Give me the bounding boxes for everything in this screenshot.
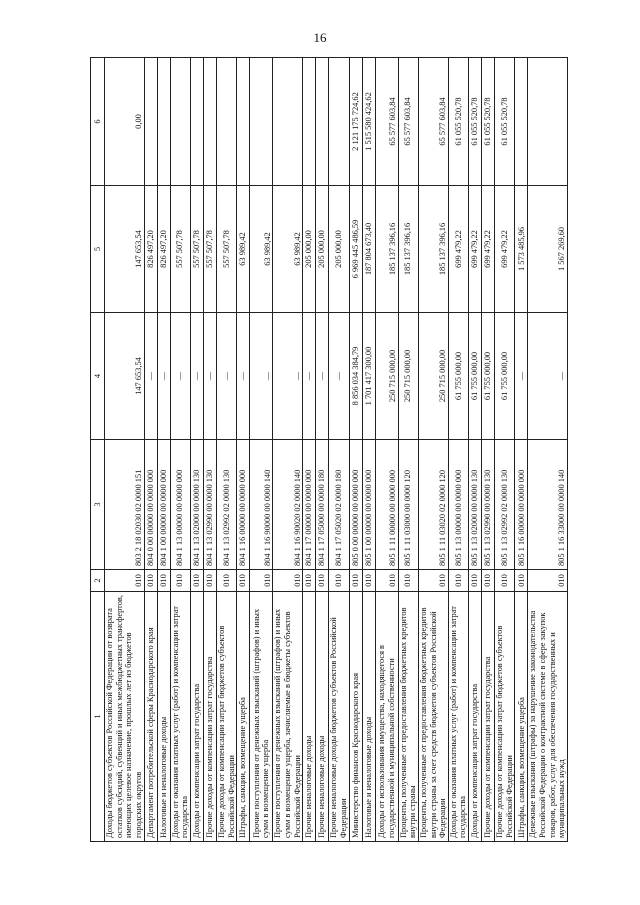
row-column6-cell: 2 121 175 724,62 — [349, 58, 362, 186]
row-column5-cell: 826 497,20 — [157, 186, 170, 313]
row-column6-cell — [250, 58, 273, 186]
row-column5-cell: 63 989,42 — [250, 186, 273, 313]
row-column6-cell — [190, 58, 203, 186]
row-name-cell: Прочие поступления от денежных взысканий (штрафов) и иных сумм в возмещение ущерба — [250, 592, 273, 842]
row-column4-cell: — — [216, 313, 236, 440]
row-column5-cell: 699 479,22 — [482, 186, 495, 313]
row-name-cell: Денежные взыскания (штрафы) за нарушение законодательства Российской Федерации о контрактной системе в сфере закупок товаров, работ, услуг для обеспечения государственных и муниципальных нужд — [528, 592, 568, 842]
row-code-cell: 010 — [418, 570, 448, 592]
row-code-cell: 010 — [237, 570, 250, 592]
row-name-cell: Прочие доходы от компенсации затрат государства — [203, 592, 216, 842]
row-column4-cell: 147 653,54 — [105, 313, 145, 440]
row-column6-cell: 65 577 603,84 — [418, 58, 448, 186]
row-code-cell: 010 — [273, 570, 303, 592]
row-code-cell: 010 — [375, 570, 398, 592]
row-code-cell: 010 — [515, 570, 528, 592]
row-kbk-cell: 804 1 17 00000 00 0000 000 — [303, 440, 316, 570]
table-row — [144, 58, 157, 842]
row-name-cell: Доходы от компенсации затрат государства — [469, 592, 482, 842]
row-column4-cell: 250 715 000,00 — [418, 313, 448, 440]
row-kbk-cell: 804 1 00 00000 00 0000 000 — [157, 440, 170, 570]
row-code-cell: 010 — [144, 570, 157, 592]
row-column5-cell: 1 573 485,96 — [515, 186, 528, 313]
row-column6-cell: 65 577 603,84 — [375, 58, 398, 186]
row-column4-cell: — — [273, 313, 303, 440]
row-name-cell: Проценты, полученные от предоставления бюджетных кредитов внутри страны — [398, 592, 418, 842]
row-name-cell: Доходы от оказания платных услуг (работ) и компенсации затрат государства — [448, 592, 468, 842]
row-column6-cell — [216, 58, 236, 186]
row-column6-cell: 65 577 603,84 — [398, 58, 418, 186]
row-column4-cell: — — [515, 313, 528, 440]
row-column6-cell: 61 055 520,78 — [482, 58, 495, 186]
table-row — [528, 58, 568, 842]
table-row — [375, 58, 398, 842]
table-row — [190, 58, 203, 842]
row-column6-cell: 61 055 520,78 — [495, 58, 515, 186]
row-kbk-cell: 803 2 18 02030 02 0000 151 — [105, 440, 145, 570]
row-code-cell: 010 — [495, 570, 515, 592]
row-name-cell: Прочие неналоговые доходы — [316, 592, 329, 842]
row-column4-cell: — — [528, 313, 568, 440]
row-code-cell: 010 — [157, 570, 170, 592]
row-column5-cell: 1 567 269,60 — [528, 186, 568, 313]
row-kbk-cell: 804 1 17 05000 00 0000 180 — [316, 440, 329, 570]
row-name-cell: Доходы от оказания платных услуг (работ) и компенсации затрат государства — [170, 592, 190, 842]
row-kbk-cell: 805 1 00 00000 00 0000 000 — [362, 440, 375, 570]
table-row — [329, 58, 349, 842]
row-column5-cell: 63 989,42 — [237, 186, 250, 313]
table-row — [170, 58, 190, 842]
row-kbk-cell: 805 1 16 33000 00 0000 140 — [528, 440, 568, 570]
row-column5-cell: 557 507,78 — [216, 186, 236, 313]
row-column6-cell — [203, 58, 216, 186]
row-kbk-cell: 805 1 13 02000 00 0000 130 — [469, 440, 482, 570]
row-column6-cell — [170, 58, 190, 186]
row-name-cell: Налоговые и неналоговые доходы — [157, 592, 170, 842]
row-code-cell: 010 — [105, 570, 145, 592]
table-row — [203, 58, 216, 842]
table-row — [482, 58, 495, 842]
table-header-row — [91, 58, 105, 842]
row-code-cell: 010 — [203, 570, 216, 592]
row-name-cell: Доходы от использования имущества, находящегося в государственной и муниципальной собственности — [375, 592, 398, 842]
table-body — [105, 58, 568, 842]
row-column6-cell — [329, 58, 349, 186]
table-row — [398, 58, 418, 842]
column-header: 3 — [91, 440, 105, 570]
row-column5-cell: 205 000,00 — [329, 186, 349, 313]
row-column6-cell — [273, 58, 303, 186]
row-column6-cell — [157, 58, 170, 186]
table-row — [216, 58, 236, 842]
row-column4-cell: — — [157, 313, 170, 440]
row-kbk-cell: 804 1 16 90000 00 0000 140 — [250, 440, 273, 570]
row-column6-cell: 0,00 — [105, 58, 145, 186]
table-row — [273, 58, 303, 842]
row-name-cell: Штрафы, санкции, возмещение ущерба — [515, 592, 528, 842]
row-column4-cell: — — [316, 313, 329, 440]
row-kbk-cell: 805 1 13 02990 00 0000 130 — [482, 440, 495, 570]
row-column5-cell: 699 479,22 — [469, 186, 482, 313]
row-kbk-cell: 805 1 11 03020 02 0000 120 — [418, 440, 448, 570]
row-kbk-cell: 805 1 16 00000 00 0000 000 — [515, 440, 528, 570]
row-kbk-cell: 805 0 00 00000 00 0000 000 — [349, 440, 362, 570]
row-code-cell: 010 — [316, 570, 329, 592]
row-name-cell: Департамент потребительской сферы Краснодарского края — [144, 592, 157, 842]
row-code-cell: 010 — [398, 570, 418, 592]
row-column4-cell: — — [329, 313, 349, 440]
revenue-table — [90, 57, 568, 842]
table-row — [105, 58, 145, 842]
row-code-cell: 010 — [349, 570, 362, 592]
row-column5-cell: 185 137 396,16 — [398, 186, 418, 313]
row-column5-cell: 699 479,22 — [448, 186, 468, 313]
column-header: 5 — [91, 186, 105, 313]
table-row — [157, 58, 170, 842]
row-name-cell: Прочие доходы от компенсации затрат государства — [482, 592, 495, 842]
row-column4-cell: 1 701 417 300,00 — [362, 313, 375, 440]
row-column6-cell — [528, 58, 568, 186]
row-name-cell: Доходы бюджетов субъектов Российской Федерации от возврата остатков субсидий, субвенций и иных межбюджетных трансфертов, имеющих целевое назначение, прошлых лет из бюджетов городских округов — [105, 592, 145, 842]
row-column5-cell: 185 137 396,16 — [375, 186, 398, 313]
table-row — [448, 58, 468, 842]
row-name-cell: Доходы от компенсации затрат государства — [190, 592, 203, 842]
row-column5-cell: 63 989,42 — [273, 186, 303, 313]
row-code-cell: 010 — [528, 570, 568, 592]
row-code-cell: 010 — [482, 570, 495, 592]
row-code-cell: 010 — [170, 570, 190, 592]
column-header: 1 — [91, 592, 105, 842]
row-column4-cell: 61 755 000,00 — [448, 313, 468, 440]
row-kbk-cell: 804 0 00 00000 00 0000 000 — [144, 440, 157, 570]
row-name-cell: Проценты, полученные от предоставления бюджетных кредитов внутри страны за счет средств бюджетов субъектов Российской Федерации — [418, 592, 448, 842]
row-kbk-cell: 804 1 17 05020 02 0000 180 — [329, 440, 349, 570]
table-row — [362, 58, 375, 842]
row-name-cell: Налоговые и неналоговые доходы — [362, 592, 375, 842]
row-column5-cell: 699 479,22 — [495, 186, 515, 313]
row-name-cell: Прочие доходы от компенсации затрат бюджетов субъектов Российской Федерации — [495, 592, 515, 842]
rotated-page-region — [90, 58, 567, 842]
row-column4-cell: 61 755 000,00 — [469, 313, 482, 440]
row-code-cell: 010 — [469, 570, 482, 592]
row-code-cell: 010 — [216, 570, 236, 592]
row-column4-cell: 61 755 000,00 — [482, 313, 495, 440]
row-column5-cell: 6 969 445 486,59 — [349, 186, 362, 313]
table-row — [418, 58, 448, 842]
row-column6-cell — [303, 58, 316, 186]
row-column6-cell — [316, 58, 329, 186]
row-name-cell: Прочие поступления от денежных взысканий (штрафов) и иных сумм в возмещение ущерба, зачисляемые в бюджеты субъектов Российской Федерации — [273, 592, 303, 842]
row-code-cell: 010 — [250, 570, 273, 592]
table-row — [515, 58, 528, 842]
row-column6-cell: 61 055 520,78 — [469, 58, 482, 186]
row-code-cell: 010 — [190, 570, 203, 592]
row-column6-cell — [237, 58, 250, 186]
row-kbk-cell: 804 1 16 00000 00 0000 000 — [237, 440, 250, 570]
row-column5-cell: 205 000,00 — [303, 186, 316, 313]
row-kbk-cell: 805 1 13 00000 00 0000 000 — [448, 440, 468, 570]
column-header: 6 — [91, 58, 105, 186]
row-code-cell: 010 — [329, 570, 349, 592]
table-row — [316, 58, 329, 842]
row-column4-cell: — — [203, 313, 216, 440]
table-row — [495, 58, 515, 842]
row-column5-cell: 187 804 673,40 — [362, 186, 375, 313]
row-kbk-cell: 805 1 13 02992 02 0000 130 — [495, 440, 515, 570]
row-column4-cell: — — [144, 313, 157, 440]
row-kbk-cell: 804 1 13 02992 02 0000 130 — [216, 440, 236, 570]
table-row — [303, 58, 316, 842]
row-column4-cell: — — [237, 313, 250, 440]
column-header: 4 — [91, 313, 105, 440]
row-kbk-cell: 804 1 16 90020 02 0000 140 — [273, 440, 303, 570]
rotated-table-wrapper — [90, 58, 567, 842]
row-column5-cell: 147 653,54 — [105, 186, 145, 313]
row-column5-cell: 557 507,78 — [170, 186, 190, 313]
row-name-cell: Прочие неналоговые доходы — [303, 592, 316, 842]
row-column5-cell: 205 000,00 — [316, 186, 329, 313]
row-name-cell: Штрафы, санкции, возмещение ущерба — [237, 592, 250, 842]
row-column5-cell: 557 507,78 — [203, 186, 216, 313]
row-column4-cell: 250 715 000,00 — [398, 313, 418, 440]
row-kbk-cell: 805 1 11 03000 00 0000 120 — [398, 440, 418, 570]
row-name-cell: Прочие доходы от компенсации затрат бюджетов субъектов Российской Федерации — [216, 592, 236, 842]
row-column5-cell: 557 507,78 — [190, 186, 203, 313]
row-name-cell: Министерство финансов Краснодарского края — [349, 592, 362, 842]
row-column6-cell: 1 515 580 424,62 — [362, 58, 375, 186]
row-column4-cell: 250 715 000,00 — [375, 313, 398, 440]
row-column6-cell — [144, 58, 157, 186]
row-kbk-cell: 804 1 13 00000 00 0000 000 — [170, 440, 190, 570]
row-column4-cell: — — [190, 313, 203, 440]
row-kbk-cell: 804 1 13 02990 00 0000 130 — [203, 440, 216, 570]
row-column5-cell: 826 497,20 — [144, 186, 157, 313]
row-column4-cell: 61 755 000,00 — [495, 313, 515, 440]
row-column4-cell: — — [170, 313, 190, 440]
row-column4-cell: 8 856 034 384,79 — [349, 313, 362, 440]
row-code-cell: 010 — [362, 570, 375, 592]
row-kbk-cell: 804 1 13 02000 00 0000 130 — [190, 440, 203, 570]
table-row — [250, 58, 273, 842]
row-code-cell: 010 — [303, 570, 316, 592]
table-row — [237, 58, 250, 842]
table-row — [349, 58, 362, 842]
row-kbk-cell: 805 1 11 00000 00 0000 000 — [375, 440, 398, 570]
row-column6-cell — [515, 58, 528, 186]
column-header: 2 — [91, 570, 105, 592]
row-column6-cell: 61 055 520,78 — [448, 58, 468, 186]
row-column4-cell: — — [303, 313, 316, 440]
row-column5-cell: 185 137 396,16 — [418, 186, 448, 313]
row-column4-cell: — — [250, 313, 273, 440]
row-code-cell: 010 — [448, 570, 468, 592]
row-name-cell: Прочие неналоговые доходы бюджетов субъектов Российской Федерации — [329, 592, 349, 842]
table-row — [469, 58, 482, 842]
page-number: 16 — [313, 30, 327, 45]
